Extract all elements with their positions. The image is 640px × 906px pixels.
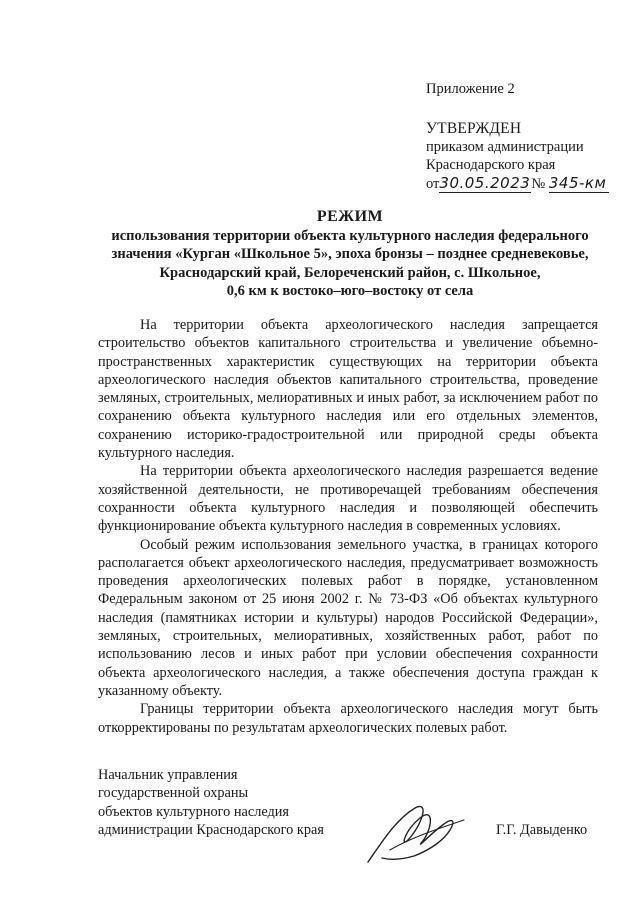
date-prefix: от xyxy=(426,176,440,192)
position-line: государственной охраны xyxy=(98,785,249,802)
handwritten-signature xyxy=(360,790,480,870)
handwritten-date: 30.05.2023 xyxy=(439,174,531,192)
order-date-line xyxy=(426,174,609,193)
position-line: объектов культурного наследия xyxy=(98,803,289,820)
number-prefix: № xyxy=(531,176,546,192)
approved-label: УТВЕРЖДЕН xyxy=(426,120,522,137)
signatory-name: Г.Г. Давыденко xyxy=(496,822,588,838)
handwritten-order-number: 345-км xyxy=(549,174,609,193)
title-line: значения «Курган «Школьное 5», эпоха бронзы – позднее средневековье, xyxy=(111,246,589,263)
position-line: Начальник управления xyxy=(98,767,238,783)
paragraph-boundaries: Границы территории объекта археологического наследия могут быть откорректированы по результатам археологических полевых работ. xyxy=(98,701,598,736)
title-line: использования территории объекта культурного наследия федерального xyxy=(111,227,589,244)
paragraph-prohibitions: На территории объекта археологического наследия запрещается строительство объектов капитального строительства и увеличение объемно-пространственных характеристик существующих на территории объекта археологического наследия объектов капитального строительства, проведение земляных, строительных, мелиоративных и иных работ, за исключением работ по сохранению объекта культурного наследия или его отдельных элементов, сохранению историко-градостроительной или природной среды объекта культурного наследия. xyxy=(98,317,598,462)
paragraph-special-regime: Особый режим использования земельного участка, в границах которого располагается объект археологического наследия, предусматривает возможность проведения археологических полевых работ в порядке, установленном Федеральным законом от 25 июня 2002 г. № 73-ФЗ «Об объектах культурного наследия (памятниках истории и культуры) народов Российской Федерации», земляных, строительных, мелиоративных, хозяйственных работ, работ по использованию лесов и иных работ при условии обеспечения сохранности объекта археологического наследия, а также обеспечения доступа граждан к указанному объекту. xyxy=(98,536,598,699)
title-line: Краснодарский край, Белореченский район, с. Школьное, xyxy=(159,264,541,281)
order-line-1: приказом администрации xyxy=(426,139,584,155)
order-line-2: Краснодарского края xyxy=(426,157,556,173)
appendix-label: Приложение 2 xyxy=(426,81,515,97)
title-main: РЕЖИМ xyxy=(316,208,384,225)
paragraph-permissions: На территории объекта археологического наследия разрешается ведение хозяйственной деятельности, не противоречащей требованиям обеспечения сохранности объекта культурного наследия и позволяющей обеспечить функционирование объекта культурного наследия в современных условиях. xyxy=(98,463,598,535)
body-text xyxy=(98,316,598,737)
position-line: администрации Краснодарского края xyxy=(98,821,324,838)
title-line: 0,6 км к востоко–юго–востоку от села xyxy=(226,283,474,300)
document-title xyxy=(80,208,620,301)
signatory-position xyxy=(98,766,324,839)
